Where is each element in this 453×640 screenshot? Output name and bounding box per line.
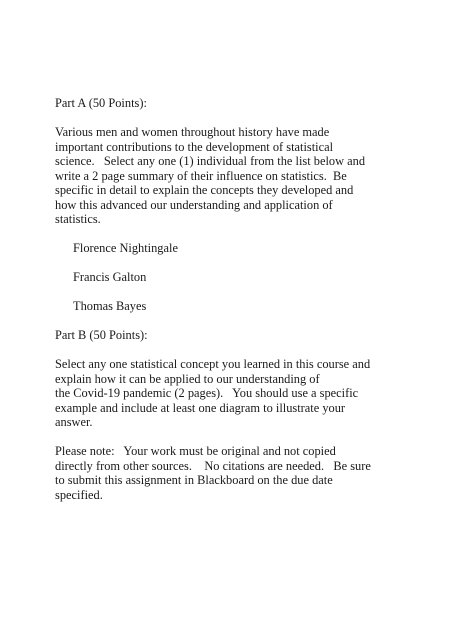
paragraph-line: specified. xyxy=(55,487,103,502)
paragraph-line: important contributions to the development of statistical xyxy=(55,139,334,154)
paragraph-line: Please note: Your work must be original and not copied xyxy=(55,444,336,458)
paragraph-line: Various men and women throughout history have made xyxy=(55,125,330,139)
paragraph-line: statistics. xyxy=(55,212,101,226)
paragraph-line: answer. xyxy=(55,415,93,429)
paragraph-line: the Covid-19 pandemic (2 pages). You should use a specific xyxy=(55,386,359,400)
paragraph-line: to submit this assignment in Blackboard on the due date xyxy=(55,473,333,487)
paragraph-line: explain how it can be applied to our understanding of xyxy=(55,371,320,386)
paragraph-line: Select any one statistical concept you learned in this course and xyxy=(55,357,371,371)
list-item: Francis Galton xyxy=(73,270,147,284)
list-item: Florence Nightingale xyxy=(73,241,178,255)
paragraph-line: specific in detail to explain the concepts they developed and xyxy=(55,183,354,197)
paragraph-line: how this advanced our understanding and application of xyxy=(55,197,333,212)
paragraph-line: write a 2 page summary of their influence on statistics. Be xyxy=(55,168,347,183)
part-b-heading: Part B (50 Points): xyxy=(55,328,148,342)
paragraph-line: science. Select any one (1) individual from the list below and xyxy=(55,154,366,168)
paragraph-line: directly from other sources. No citations are needed. Be sure xyxy=(55,458,371,473)
paragraph-line: example and include at least one diagram to illustrate your xyxy=(55,400,346,415)
list-item: Thomas Bayes xyxy=(73,299,147,313)
part-a-heading: Part A (50 Points): xyxy=(55,96,147,110)
